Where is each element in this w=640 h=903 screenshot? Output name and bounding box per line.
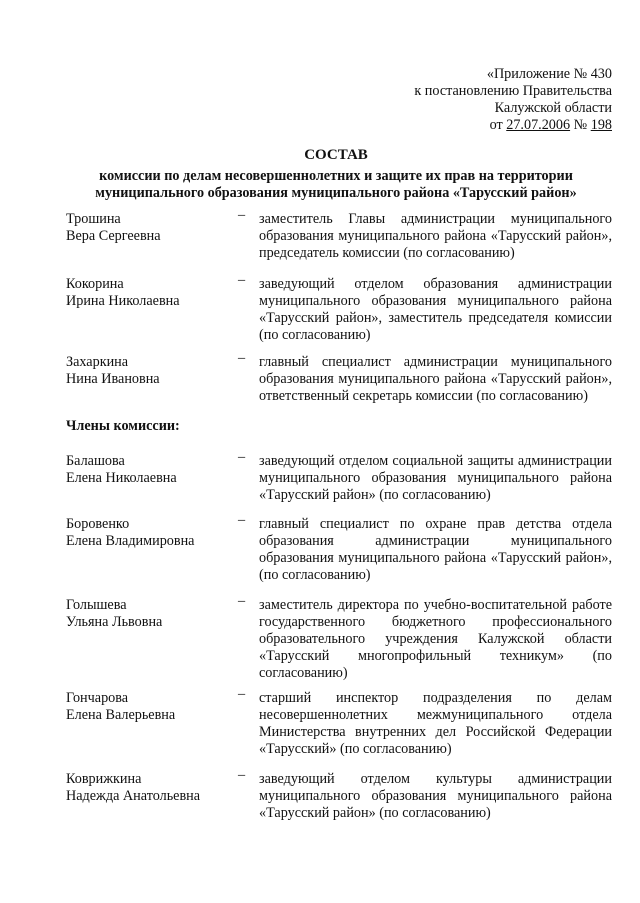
member-given-names: Надежда Анатольевна: [66, 788, 201, 804]
resolution-date: 27.07.2006: [506, 117, 571, 133]
dash-separator: –: [238, 686, 246, 702]
member-role: заведующий отделом культуры администрации муниципального образования муниципального района «Тарусский район» (по согласованию): [259, 771, 612, 821]
member-surname: Гончарова: [66, 690, 129, 706]
date-prefix: от: [489, 117, 507, 133]
member-surname: Боровенко: [66, 516, 130, 532]
member-surname: Коврижкина: [66, 771, 142, 787]
member-name: [66, 211, 236, 245]
member-role: заведующий отделом образования администрации муниципального образования муниципального района «Тарусский район», заместитель председателя комиссии (по согласованию): [259, 276, 612, 343]
member-role: заведующий отделом социальной защиты администрации муниципального образования муниципального района «Тарусский район» (по согласованию): [259, 453, 612, 503]
member-name: [66, 354, 236, 388]
title-main: СОСТАВ: [304, 147, 368, 163]
number-prefix: №: [570, 117, 591, 133]
dash-separator: –: [238, 512, 246, 528]
document-header: [414, 66, 612, 134]
member-surname: Захаркина: [66, 354, 129, 370]
dash-separator: –: [238, 593, 246, 609]
header-line-region: Калужской области: [494, 100, 612, 116]
member-name: [66, 276, 236, 310]
members-heading: Члены комиссии:: [66, 418, 180, 434]
dash-separator: –: [238, 207, 246, 223]
member-surname: Трошина: [66, 211, 121, 227]
member-name: [66, 516, 236, 550]
member-role: главный специалист по охране прав детства отдела образования администрации муниципального образования муниципального района «Тарусский район», (по согласованию): [259, 516, 612, 583]
member-given-names: Елена Николаевна: [66, 470, 177, 486]
member-role: заместитель директора по учебно-воспитательной работе государственного бюджетного профессионального образовательного учреждения Калужской области «Тарусский многопрофильный техникум» (по согласованию): [259, 597, 612, 681]
member-role: заместитель Главы администрации муниципального образования муниципального района «Тарусский район», председатель комиссии (по согласованию): [259, 211, 612, 261]
dash-separator: –: [238, 449, 246, 465]
member-surname: Кокорина: [66, 276, 124, 292]
member-name: [66, 771, 236, 805]
header-line-resolution: к постановлению Правительства: [414, 83, 612, 99]
dash-separator: –: [238, 272, 246, 288]
member-given-names: Ульяна Львовна: [66, 614, 163, 630]
member-name: [66, 690, 236, 724]
member-name: [66, 453, 236, 487]
member-surname: Балашова: [66, 453, 125, 469]
member-given-names: Вера Сергеевна: [66, 228, 161, 244]
document-title: [60, 146, 612, 202]
member-given-names: Елена Владимировна: [66, 533, 195, 549]
member-given-names: Елена Валерьевна: [66, 707, 176, 723]
member-role: главный специалист администрации муниципального образования муниципального района «Тарусский район», ответственный секретарь комиссии (по согласованию): [259, 354, 612, 404]
member-surname: Голышева: [66, 597, 127, 613]
member-given-names: Ирина Николаевна: [66, 293, 180, 309]
resolution-number: 198: [590, 117, 612, 133]
member-name: [66, 597, 236, 631]
title-line-2: муниципального образования муниципального района «Тарусский район»: [95, 185, 577, 201]
dash-separator: –: [238, 767, 246, 783]
member-role: старший инспектор подразделения по делам несовершеннолетних межмуниципального отдела Министерства внутренних дел Российской Федерации «Тарусский» (по согласованию): [259, 690, 612, 757]
title-line-1: комиссии по делам несовершеннолетних и защите их прав на территории: [99, 168, 573, 184]
header-line-date: [414, 117, 612, 134]
dash-separator: –: [238, 350, 246, 366]
header-line-appendix: «Приложение № 430: [486, 66, 612, 82]
member-given-names: Нина Ивановна: [66, 371, 160, 387]
